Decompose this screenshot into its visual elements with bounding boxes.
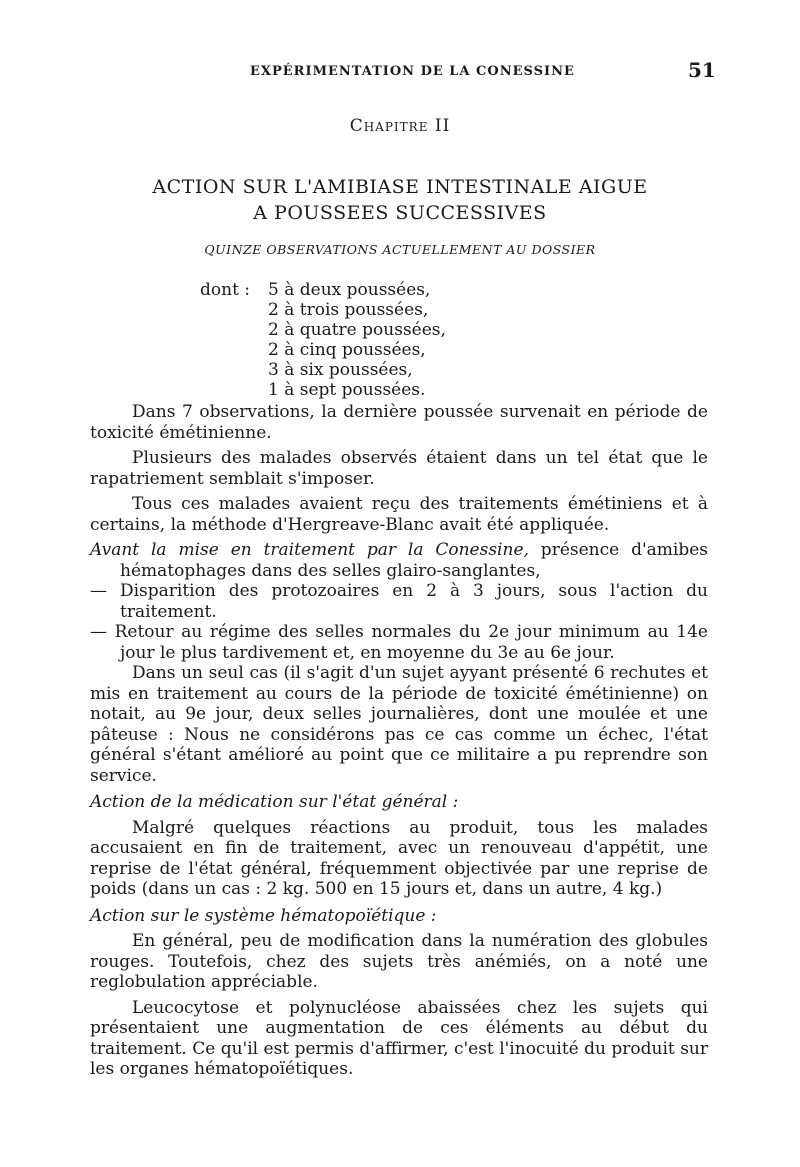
counts-row xyxy=(200,280,446,300)
count-item: 2 à quatre poussées, xyxy=(268,320,446,340)
body-text xyxy=(90,402,708,1080)
paragraph: Tous ces malades avaient reçu des traitements émétiniens et à certains, la méthode d'Hergreave-Blanc avait été appliquée. xyxy=(90,494,708,535)
counts-row xyxy=(200,360,446,380)
counts-row xyxy=(200,340,446,360)
paragraph: Leucocytose et polynucléose abaissées chez les sujets qui présentaient une augmentation de ces éléments au début du traitement. Ce qu'il est permis d'affirmer, c'est l'inocuité du produit sur les organes hématopoïétiques. xyxy=(90,997,708,1079)
dash-item: — Disparition des protozoaires en 2 à 3 jours, sous l'action du traitement. xyxy=(90,581,708,622)
counts-list xyxy=(200,280,446,400)
section-heading-etat-general: Action de la médication sur l'état général : xyxy=(90,792,459,812)
paragraph: Dans 7 observations, la dernière poussée survenait en période de toxicité émétinienne. xyxy=(90,402,708,443)
counts-row xyxy=(200,300,446,320)
running-title: EXPÉRIMENTATION DE LA CONESSINE xyxy=(250,64,575,79)
page-header xyxy=(90,58,716,88)
paragraph: Malgré quelques réactions au produit, tous les malades accusaient en fin de traitement, avec un renouveau d'appétit, une reprise de l'état général, fréquemment objectivée par une reprise de poids (dans un cas : 2 kg. 500 en 15 jours et, dans un autre, 4 kg.) xyxy=(90,817,708,899)
count-item: 3 à six poussées, xyxy=(268,360,413,380)
counts-row xyxy=(200,320,446,340)
paragraph-avant-traitement xyxy=(90,540,708,581)
page-number: 51 xyxy=(688,58,716,82)
chapter-subtitle: QUINZE OBSERVATIONS ACTUELLEMENT AU DOSSIER xyxy=(204,242,596,257)
count-item: 2 à trois poussées, xyxy=(268,300,429,320)
section-heading-hematopoietique: Action sur le système hématopoïétique : xyxy=(90,905,437,926)
italic-lead: Avant la mise en traitement par la Conessine, xyxy=(90,540,529,560)
counts-label: dont : xyxy=(200,280,251,300)
chapter-title-line-1: ACTION SUR L'AMIBIASE INTESTINALE AIGUE xyxy=(152,176,648,198)
count-item: 1 à sept poussées. xyxy=(268,380,426,400)
counts-row xyxy=(200,380,446,400)
count-item: 5 à deux poussées, xyxy=(268,280,431,300)
paragraph: Plusieurs des malades observés étaient dans un tel état que le rapatriement semblait s'imposer. xyxy=(90,448,708,489)
count-item: 2 à cinq poussées, xyxy=(268,340,426,360)
chapter-title xyxy=(0,174,800,226)
chapter-heading: Chapitre II xyxy=(349,116,451,136)
paragraph: En général, peu de modification dans la numération des globules rouges. Toutefois, chez des sujets très anémiés, on a noté une reglobulation appréciable. xyxy=(90,931,708,992)
dash-item: — Retour au régime des selles normales du 2e jour minimum au 14e jour le plus tardivement et, en moyenne du 3e au 6e jour. xyxy=(90,622,708,663)
paragraph-rest: présence d'amibes hématophages dans des selles glairo-sanglantes, xyxy=(120,540,709,581)
paragraph: Dans un seul cas (il s'agit d'un sujet ayyant présenté 6 rechutes et mis en traitement au cours de la période de toxicité émétinienne) on notait, au 9e jour, deux selles journalières, dont une moulée et une pâteuse : Nous ne considérons pas ce cas comme un échec, l'état général s'étant amélioré au point que ce militaire a pu reprendre son service. xyxy=(90,663,708,786)
chapter-title-line-2: A POUSSEES SUCCESSIVES xyxy=(253,202,547,224)
